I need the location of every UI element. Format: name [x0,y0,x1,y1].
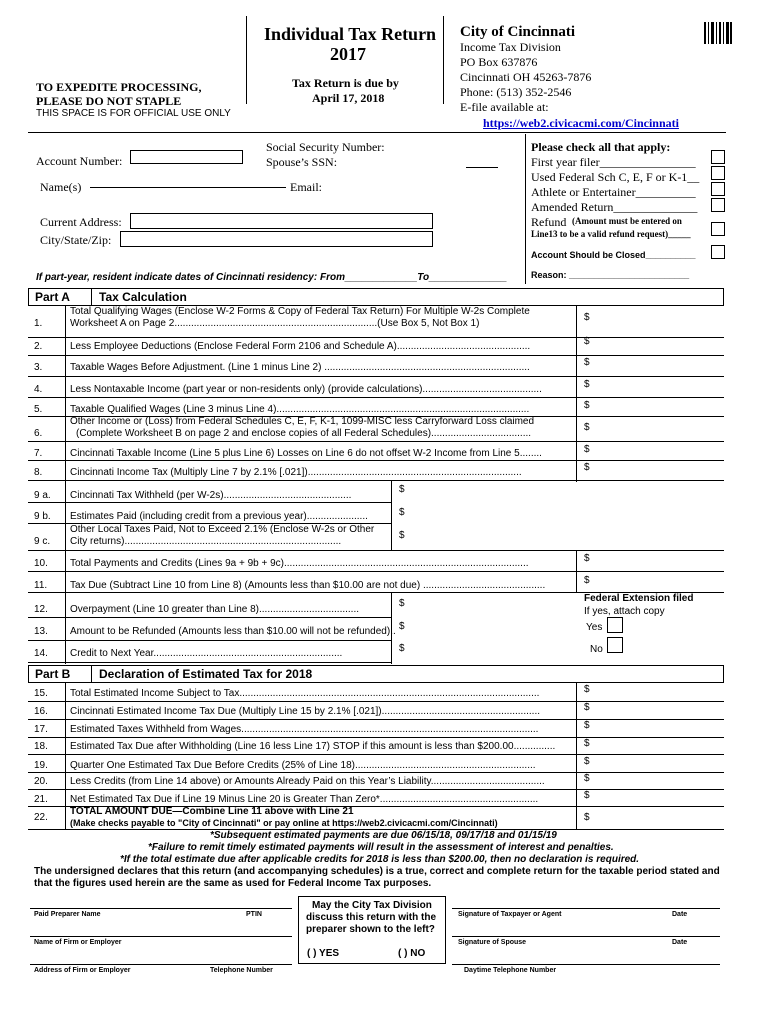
header-divider-right [443,16,444,104]
line-text: Estimated Taxes Withheld from Wages........................................................................................................... [70,724,539,735]
line-num: 11. [34,580,48,591]
refund-note-2: Line13 to be a valid refund request)_____ [531,229,691,239]
dollar-sign: $ [584,720,590,731]
row-rule [28,337,724,338]
daytime-phone-label: Daytime Telephone Number [464,967,557,974]
preparer-line[interactable] [30,908,292,909]
discuss-line-2: discuss this return with the [306,912,437,923]
dollar-sign: $ [584,312,590,323]
dollar-sign: $ [584,575,590,586]
dollar-sign: $ [584,773,590,784]
refund-note-1: (Amount must be entered on [572,216,682,226]
part-a-title: Tax Calculation [99,290,187,304]
athlete-checkbox[interactable] [711,182,725,196]
email-label: Email: [290,180,322,194]
check-first-year-label: First year filer________________ [531,155,696,169]
row-rule [28,355,724,356]
address-label: Current Address: [40,215,122,229]
account-number-field[interactable] [130,150,243,164]
dollar-sign: $ [584,812,590,823]
line-text: Cincinnati Taxable Income (Line 5 plus Line 6) Losses on Line 6 do not offset W-2 Income from Line 5........ [70,448,542,459]
city-name: City of Cincinnati [460,24,576,40]
line-num: 18. [34,741,48,752]
line-num: 9 c. [34,536,51,547]
dollar-sign: $ [584,756,590,767]
checks-title: Please check all that apply: [531,140,671,154]
part-b-label: Part B [35,667,71,681]
city-phone: Phone: (513) 352-2546 [460,85,572,99]
line-num: 10. [34,558,48,569]
row-rule [28,662,391,663]
sch-c-checkbox[interactable] [711,166,725,180]
row-rule [28,617,391,618]
part-b-header [28,665,724,683]
row-rule [28,460,724,461]
line-text: Cincinnati Tax Withheld (per W-2s).............................................. [70,490,352,501]
dollar-sign: $ [399,598,405,609]
reason-label[interactable]: Reason: ________________________ [531,270,690,280]
line-num: 6. [34,428,43,439]
line-text: (Make checks payable to "City of Cincinnati" or pay online at https://web2.civicacmi.com/Cincinnati) [70,818,498,828]
declaration-2: that the figures used herein are the same as used for Federal Income Tax purposes. [34,878,432,889]
line-text: Other Local Taxes Paid, Not to Exceed 2.1% (Enclose W-2s or Other [70,524,375,535]
telephone-label: Telephone Number [210,967,273,974]
dollar-sign: $ [399,530,405,541]
preparer-label: Paid Preparer Name [34,911,101,918]
row-rule [28,719,724,720]
row-rule [28,772,724,773]
date-label: Date [672,939,688,946]
line-num: 14. [34,648,48,659]
line-text: Worksheet A on Page 2.........................................................................(Use Box 5, Not Box 1) [70,318,480,329]
row-rule [28,480,724,481]
discuss-line-3: preparer shown to the left? [306,924,435,935]
dollar-sign: $ [584,422,590,433]
note-1: *Subsequent estimated payments are due 06/15/18, 09/17/18 and 01/15/19 [210,830,557,841]
line-num: 12. [34,604,48,615]
dollar-sign: $ [584,379,590,390]
expedite-line-1: TO EXPEDITE PROCESSING, [36,80,202,94]
dollar-sign: $ [584,444,590,455]
line-text: Estimated Tax Due after Withholding (Line 16 less Line 17) STOP if this amount is less than $200.00............... [70,741,556,752]
line-num: 1. [34,318,43,329]
account-label: Account Number: [36,154,123,168]
amended-checkbox[interactable] [711,198,725,212]
efile-link[interactable]: https://web2.civicacmi.com/Cincinnati [483,116,679,130]
line-num: 17. [34,724,48,735]
check-closed-label: Account Should be Closed__________ [531,250,696,260]
line-text: Other Income or (Loss) from Federal Schedules C, E, F, K-1, 1099-MISC less Carryforward Loss claimed [70,416,535,427]
line-text: Total Estimated Income Subject to Tax............................................................................................................ [70,688,540,699]
row-rule [28,737,724,738]
dollar-sign: $ [584,400,590,411]
ssn-label: Social Security Number: [266,140,385,154]
dollar-sign: $ [584,684,590,695]
mid-amount-rule [391,480,392,550]
line-text: Tax Due (Subtract Line 10 from Line 8) (Amounts less than $10.00 are not due) ............................................ [70,580,546,591]
mid-amount-rule [391,592,392,664]
spouse-signature-line[interactable] [452,936,720,937]
dollar-sign: $ [584,462,590,473]
discuss-yes[interactable]: ( ) YES [307,948,340,959]
city-state-field[interactable] [120,231,433,247]
efile-label: E-file available at: [460,100,549,114]
line-num: 4. [34,384,43,395]
extension-no-label: No [590,644,603,655]
part-a-label: Part A [35,290,70,304]
number-column-rule [65,683,66,829]
form-year: 2017 [330,44,366,64]
amount-column-rule [576,306,577,482]
row-rule [28,550,724,551]
line-num: 8. [34,467,43,478]
check-refund-label: Refund [531,215,567,229]
taxpayer-signature-label: Signature of Taxpayer or Agent [458,911,562,918]
address-field[interactable] [130,213,433,229]
line-text: TOTAL AMOUNT DUE—Combine Line 11 above with Line 21 [70,806,354,817]
line-num: 22. [34,812,48,823]
line-num: 21. [34,794,48,805]
line-num: 9 a. [34,490,51,501]
line-num: 9 b. [34,511,51,522]
line-num: 7. [34,448,43,459]
city-zip: Cincinnati OH 45263-7876 [460,70,592,84]
extension-yes-checkbox[interactable] [607,617,623,633]
line-num: 2. [34,341,43,352]
spouse-signature-label: Signature of Spouse [458,939,527,946]
check-amended-label: Amended Return______________ [531,200,698,214]
extension-yes-label: Yes [586,622,603,633]
part-b-divider [91,666,92,682]
due-line-1: Tax Return is due by [292,76,399,90]
date-label: Date [672,911,688,918]
part-a-header [28,288,724,306]
row-rule [28,571,724,572]
line-text: Overpayment (Line 10 greater than Line 8).................................... [70,604,360,615]
names-label: Name(s) [40,180,82,194]
row-rule [28,523,391,524]
line-text: Total Payments and Credits (Lines 9a + 9b + 9c)........................................................................................ [70,558,529,569]
line-text: Taxable Wages Before Adjustment. (Line 1 minus Line 2) .......................................................................... [70,362,530,373]
row-rule [28,701,724,702]
firm-line[interactable] [30,936,292,937]
form-title: Individual Tax Return [264,24,437,44]
dollar-sign: $ [584,553,590,564]
daytime-phone-line[interactable] [452,964,720,965]
barcode-icon [704,22,732,44]
dollar-sign: $ [584,738,590,749]
ptin-label: PTIN [246,911,262,918]
note-3: *If the total estimate due after applicable credits for 2018 is less than $200.00, then no declaration is required. [120,854,640,865]
extension-sub: If yes, attach copy [584,606,665,617]
line-text: (Complete Worksheet B on page 2 and enclose copies of all Federal Schedules).................................... [76,428,532,439]
expedite-line-2: PLEASE DO NOT STAPLE [36,94,182,108]
part-b-title: Declaration of Estimated Tax for 2018 [99,667,313,681]
line-text: Quarter One Estimated Tax Due Before Credits (25% of Line 18)................................................................. [70,760,536,771]
dollar-sign: $ [584,357,590,368]
amount-column-rule [576,683,577,829]
row-rule [28,376,724,377]
line-text: Less Nontaxable Income (part year or non-residents only) (provide calculations)........................................... [70,384,542,395]
line-num: 20. [34,776,48,787]
names-field[interactable] [90,187,286,188]
header-bottom-rule [28,132,726,133]
row-rule [28,806,724,807]
dollar-sign: $ [584,336,590,347]
line-text: Less Employee Deductions (Enclose Federal Form 2106 and Schedule A)................................................ [70,341,531,352]
row-rule [28,502,391,503]
dollar-sign: $ [399,621,405,632]
division-name: Income Tax Division [460,40,561,54]
po-box: PO Box 637876 [460,55,538,69]
declaration-1: The undersigned declares that this return (and accompanying schedules) is a true, correct and complete return for the taxable period stated and [34,866,720,877]
first-year-checkbox[interactable] [711,150,725,164]
number-column-rule [65,306,66,664]
dollar-sign: $ [584,790,590,801]
line-num: 15. [34,688,48,699]
extension-no-checkbox[interactable] [607,637,623,653]
line-num: 13. [34,626,48,637]
row-rule [28,397,724,398]
dollar-sign: $ [399,484,405,495]
line-num: 3. [34,362,43,373]
refund-checkbox[interactable] [711,222,725,236]
line-text: Net Estimated Tax Due if Line 19 Minus Line 20 is Greater Than Zero*......................................................... [70,794,539,805]
line-text: City returns).............................................................................. [70,536,342,547]
line-text: Amount to be Refunded (Amounts less than $10.00 will not be refunded).. [70,626,396,637]
note-2: *Failure to remit timely estimated payments will result in the assessment of interest and penalties. [148,842,614,853]
row-rule [28,441,724,442]
discuss-line-1: May the City Tax Division [312,900,432,911]
row-rule [28,789,724,790]
due-line-2: April 17, 2018 [312,91,385,105]
official-use-note: THIS SPACE IS FOR OFFICIAL USE ONLY [36,108,231,119]
line-num: 19. [34,760,48,771]
header-divider-left [246,16,247,104]
discuss-no[interactable]: ( ) NO [398,948,426,959]
line-num: 5. [34,404,43,415]
line-text: Total Qualifying Wages (Enclose W-2 Forms & Copy of Federal Tax Return) For Multiple W-2s Complete [70,306,530,317]
closed-checkbox[interactable] [711,245,725,259]
info-divider [525,134,526,284]
row-rule [28,416,724,417]
taxpayer-signature-line[interactable] [452,908,720,909]
part-year-line[interactable]: If part-year, resident indicate dates of Cincinnati residency: From_____________To______________ [36,272,507,283]
dollar-sign: $ [399,643,405,654]
firm-address-label: Address of Firm or Employer [34,967,131,974]
extension-title: Federal Extension filed [584,593,694,604]
row-rule [28,754,724,755]
line-num: 16. [34,706,48,717]
line-text: Credit to Next Year.................................................................... [70,648,343,659]
row-rule [28,640,391,641]
check-athlete-label: Athlete or Entertainer__________ [531,185,696,199]
line-text: Less Credits (from Line 14 above) or Amounts Already Paid on this Year’s Liability......................................... [70,776,545,787]
part-a-divider [91,289,92,305]
dollar-sign: $ [399,507,405,518]
line-text: Taxable Qualified Wages (Line 3 minus Line 4)........................................................................................... [70,404,530,415]
line-text: Estimates Paid (including credit from a previous year)...................... [70,511,368,522]
check-sch-c-label: Used Federal Sch C, E, F or K-1__ [531,170,700,184]
firm-address-line[interactable] [30,964,292,965]
line-text: Cincinnati Estimated Income Tax Due (Multiply Line 15 by 2.1% [.021])......................................................... [70,706,540,717]
spouse-ssn-label: Spouse’s SSN: [266,155,338,169]
line-text: Cincinnati Income Tax (Multiply Line 7 by 2.1% [.021])............................................................................. [70,467,522,478]
city-state-label: City/State/Zip: [40,233,112,247]
firm-label: Name of Firm or Employer [34,939,122,946]
dollar-sign: $ [584,702,590,713]
ssn-underline[interactable] [466,167,498,168]
